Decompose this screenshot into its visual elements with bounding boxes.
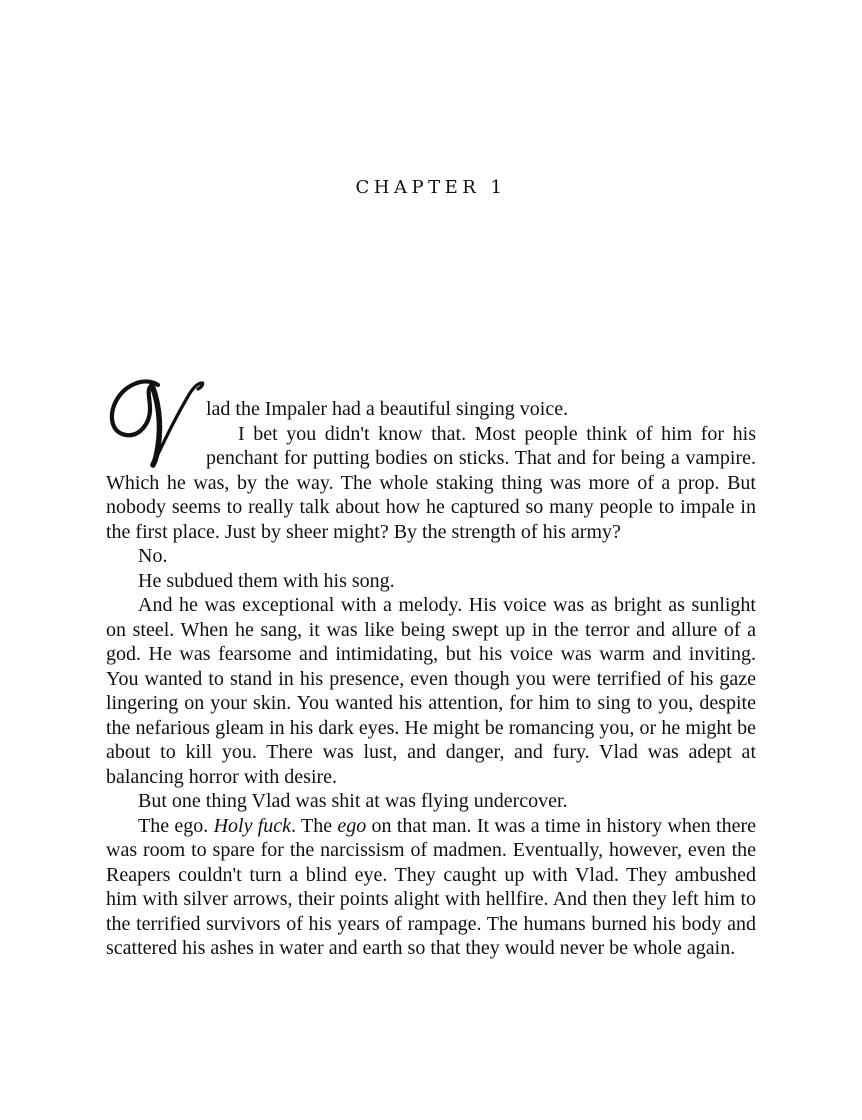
- paragraph-5: And he was exceptional with a melody. His voice was as bright as sunlight on steel. When he sang, it was like being swept up in the terror and allure of a god. He was fearsome and intimidating, but his voice was warm and inviting. You wanted to stand in his presence, even though you were terrified of his gaze lingering on your skin. You wanted his attention, for him to sing to you, despite the nefarious gleam in his dark eyes. He might be romancing you, or he might be about to kill you. There was lust, and danger, and fury. Vlad was adept at balancing horror with desire.: [106, 594, 756, 788]
- script-v-glyph: [106, 371, 206, 471]
- paragraph-7: [106, 814, 756, 961]
- paragraph-3: No.: [138, 545, 168, 567]
- drop-cap-letter: [106, 371, 206, 447]
- paragraph-7-emphasis-2: ego: [337, 814, 367, 837]
- paragraph-7-emphasis-1: Holy fuck: [213, 814, 292, 837]
- chapter-body: [106, 397, 756, 961]
- chapter-heading: CHAPTER 1: [355, 177, 507, 198]
- paragraph-4: He subdued them with his song.: [138, 569, 395, 592]
- drop-cap-wrap: [106, 397, 756, 544]
- paragraph-7-part-c: . The: [291, 814, 338, 837]
- paragraph-7-part-a: The ego.: [138, 814, 214, 837]
- paragraph-7-part-e: on that man. It was a time in history when there was room to spare for the narcissism of madmen. Eventually, however, even the Reapers couldn't turn a blind eye. They caught up with Vlad. They ambushed him with silver arrows, their points alight with hellfire. And then they left him to the terrified survivors of his years of rampage. The humans burned his body and scattered his ashes in water and earth so that they would never be whole again.: [106, 814, 757, 959]
- paragraph-2-text: I bet you didn't know that. Most people think of him for his penchant for putting bodies on sticks. That and for being a vampire. Which he was, by the way. The whole staking thing was more of a prop. But nobody seems to really talk about how he captured so many people to impale in the first place. Just by sheer might? By the strength of his army?: [106, 422, 756, 543]
- paragraph-6: But one thing Vlad was shit at was flying undercover.: [138, 790, 568, 812]
- paragraph-1-text: lad the Impaler had a beautiful singing voice.: [206, 398, 569, 420]
